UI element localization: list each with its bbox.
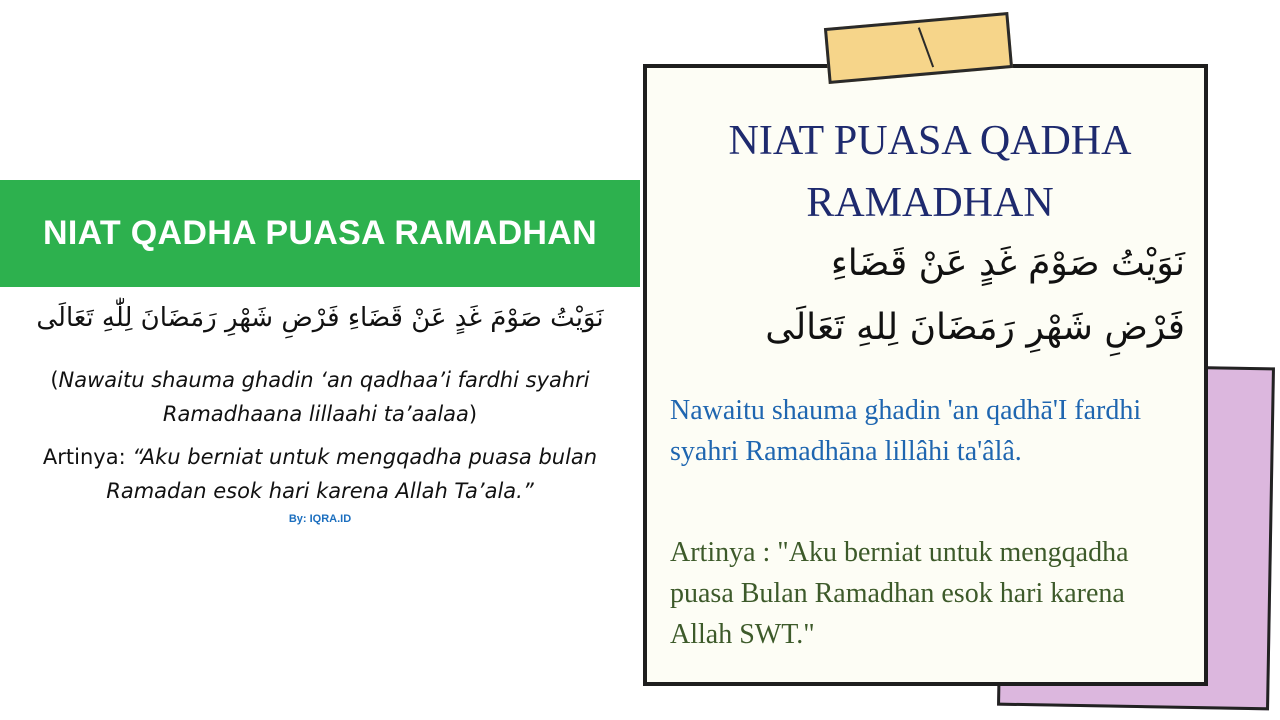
note-arabic-line-2: فَرْضِ شَهْرِ رَمَضَانَ لِلهِ تَعَالَى <box>765 307 1185 348</box>
left-arabic-text: نَوَيْتُ صَوْمَ غَدٍ عَنْ قَضَاءِ فَرْضِ شَهْرِ رَمَضَانَ لِلّٰهِ تَعَالَى <box>36 303 604 333</box>
latin-italic-text: Nawaitu shauma ghadin ‘an qadhaa’i fardhi syahri Ramadhaana lillaahi ta’aalaa <box>58 368 590 426</box>
meaning-label: Artinya: <box>42 445 133 469</box>
left-meaning-text <box>20 440 620 508</box>
note-title: NIAT PUASA QADHA RAMADHAN <box>728 118 1132 226</box>
note-latin-transliteration: Nawaitu shauma ghadin 'an qadhā'I fardhi syahri Ramadhāna lillâhi ta'âlâ. <box>670 395 1142 467</box>
left-latin-transliteration <box>20 363 620 431</box>
note-arabic-text <box>660 232 1185 360</box>
note-meaning-text: Artinya : "Aku berniat untuk mengqadha puasa Bulan Ramadhan esok hari karena Allah SWT." <box>670 537 1129 650</box>
left-card-title: NIAT QADHA PUASA RAMADHAN <box>43 214 597 252</box>
latin-close-paren: ) <box>468 402 478 426</box>
latin-open-paren: ( <box>50 368 59 392</box>
green-title-banner <box>0 180 640 287</box>
left-niat-card <box>0 180 640 540</box>
note-arabic-line-1: نَوَيْتُ صَوْمَ غَدٍ عَنْ قَضَاءِ <box>830 243 1185 284</box>
source-credit: By: IQRA.ID <box>288 513 352 525</box>
meaning-italic-text: “Aku berniat untuk mengqadha puasa bulan Ramadan esok hari karena Allah Ta’ala.” <box>106 445 598 503</box>
